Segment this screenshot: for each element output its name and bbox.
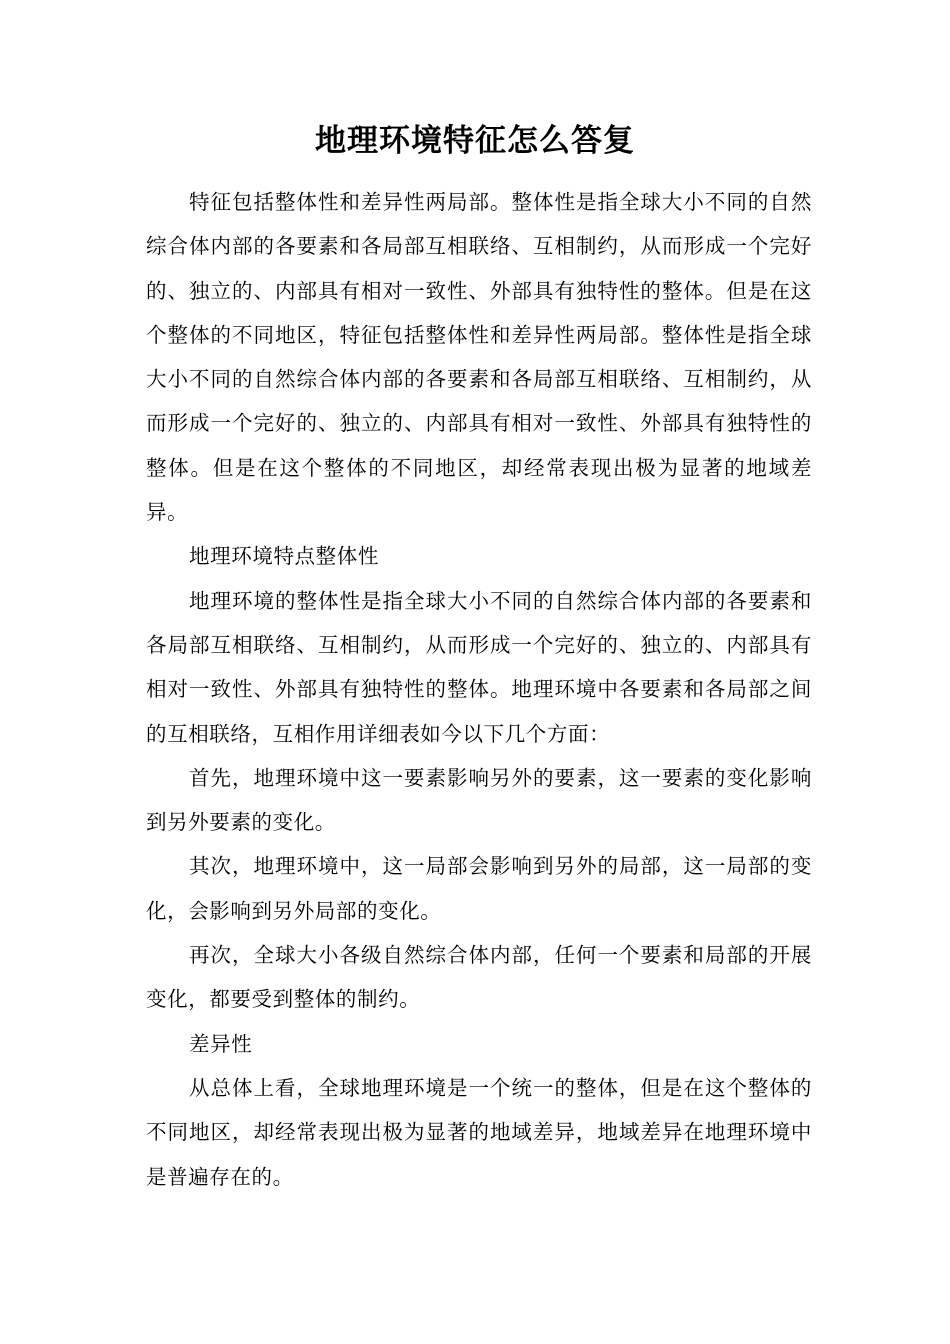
paragraph-first-point: 首先，地理环境中这一要素影响另外的要素，这一要素的变化影响到另外要素的变化。 [146,765,812,835]
paragraph-difference: 从总体上看，全球地理环境是一个统一的整体，但是在这个整体的不同地区，却经常表现出极为显著的地域差异，地域差异在地理环境中是普遍存在的。 [146,1075,812,1189]
section-heading-difference: 差异性 [189,1031,253,1056]
paragraph-intro: 特征包括整体性和差异性两局部。整体性是指全球大小不同的自然综合体内部的各要素和各局部互相联络、互相制约，从而形成一个完好的、独立的、内部具有相对一致性、外部具有独特性的整体。但是在这个整体的不同地区，特征包括整体性和差异性两局部。整体性是指全球大小不同的自然综合体内部的各要素和各局部互相联络、互相制约，从而形成一个完好的、独立的、内部具有相对一致性、外部具有独特性的整体。但是在这个整体的不同地区，却经常表现出极为显著的地域差异。 [146,190,812,525]
section-heading-integrity: 地理环境特点整体性 [189,544,379,569]
document-title: 地理环境特征怎么答复 [315,123,635,159]
paragraph-integrity-definition: 地理环境的整体性是指全球大小不同的自然综合体内部的各要素和各局部互相联络、互相制约，从而形成一个完好的、独立的、内部具有相对一致性、外部具有独特性的整体。地理环境中各要素和各局部之间的互相联络，互相作用详细表如今以下几个方面： [146,588,812,746]
paragraph-third-point: 再次，全球大小各级自然综合体内部，任何一个要素和局部的开展变化，都要受到整体的制约。 [146,943,812,1012]
paragraph-second-point: 其次，地理环境中，这一局部会影响到另外的局部，这一局部的变化，会影响到另外局部的变化。 [146,854,812,923]
document-body [146,180,812,1199]
